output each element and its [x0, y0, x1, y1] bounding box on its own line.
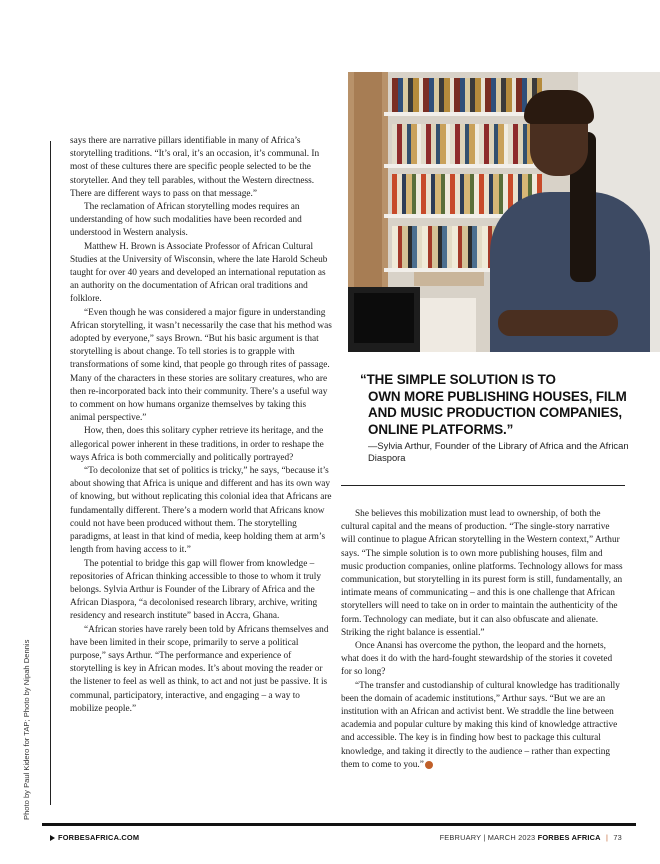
paragraph: Matthew H. Brown is Associate Professor of African Cultural Studies at the University of Wisconsin, where the late Harold Scheub taught for over 40 years and developed an international reputation as an authority on the documentation of African oral traditions and folklore.	[70, 241, 328, 305]
book-stack	[414, 272, 484, 286]
paragraph-text: “The transfer and custodianship of cultural knowledge has traditionally been the domain of academic institutions,” Arthur says. “But we are an institution with an African and activist bent. We straddle the line between academia and popular culture by making this kind of knowledge attractive and accessible. The key is in finding how best to package this cultural knowledge, and taking it directly to the audience – rather than expecting them to come to you.”	[341, 680, 620, 770]
left-text-column	[70, 135, 332, 716]
footer-brand: FORBES AFRICA	[537, 833, 601, 842]
triangle-icon	[50, 835, 55, 841]
left-column-rule	[50, 141, 51, 805]
paragraph: “Even though he was considered a major figure in understanding African storytelling, it wasn’t necessarily the case that his method was adopted by everyone,” says Brown. “But his basic argument is that storytelling is about change. To tell stories is to grapple with transformations of some kind, that people go through rites of passage. Many of the characters in these stories are solitary creatures, who are then re-incorporated back into their community. There’s a useful way to comment on how humans organize themselves by taking this animal perspective.”	[70, 307, 332, 424]
paragraph: The potential to bridge this gap will flower from knowledge – repositories of African thinking accessible to those to whom it truly belongs. Sylvia Arthur is Founder of the Library of Africa and the African Diaspora, “a decolonised research library, archive, writing residency and research institute” based in Accra, Ghana.	[70, 558, 321, 622]
paragraph: “To decolonize that set of politics is tricky,” he says, “because it’s about showing that Africa is unique and different and has its own way of knowing, but without replicating this colonial idea that Africans are fundamentally different. There’s a modern world that Africans know could not have been produced without them. The storytelling paradigms, at least in that kind of media, keep holding them at arm’s length from having access to it.”	[70, 466, 332, 556]
pull-quote-rest: OWN MORE PUBLISHING HOUSES, FILM AND MUSIC PRODUCTION COMPANIES, ONLINE PLATFORMS.”	[368, 388, 627, 437]
right-text-column	[341, 508, 623, 772]
head-wrap	[524, 90, 594, 124]
pull-quote-rule	[341, 485, 625, 486]
paragraph: says there are narrative pillars identifiable in many of Africa’s storytelling traditions. “It’s oral, it’s an occasion, it’s communal. In most of these cultures there are specific people selected to be the storyteller. And they tell parables, without the Western directness. There are different ways to pass on that message.”	[70, 136, 320, 199]
page-number: 73	[613, 833, 622, 842]
folded-arms	[498, 310, 618, 336]
footer-folio	[440, 833, 622, 842]
footer-issue: FEBRUARY | MARCH 2023	[439, 833, 536, 842]
laptop	[348, 287, 420, 352]
pull-quote-text	[360, 372, 630, 438]
portrait-photo	[348, 72, 660, 352]
footer-separator: |	[605, 833, 609, 842]
paragraph: Once Anansi has overcome the python, the leopard and the hornets, what does it do with the hard-fought stewardship of the stories it coveted for so long?	[341, 641, 613, 678]
end-mark-icon	[425, 761, 433, 769]
footer-site-label: FORBESAFRICA.COM	[58, 833, 140, 842]
paragraph: How, then, does this solitary cypher retrieve its heritage, and the allegorical power inherent in these traditions, in order to reshape the ways Africa is both commercially and politically portrayed?	[70, 426, 324, 463]
photo-credit: Photo by Paul Kidero for TAP; Photo by Nipah Dennis	[22, 639, 31, 820]
paragraph: “African stories have rarely been told by Africans themselves and have been limited in their scope, primarily to serve a political purpose,” says Arthur. “The performance and experience of storytelling is key in African modes. It’s about moving the reader or the listener to feel as well as think, to act and not just be passive. It is communal, participatory, interactive, and engaging – a way to mobilize people.”	[70, 624, 329, 714]
pull-quote-attribution: —Sylvia Arthur, Founder of the Library of Africa and the African Diaspora	[368, 440, 629, 464]
paragraph-last	[341, 680, 623, 772]
pull-quote	[360, 372, 630, 464]
paragraph: The reclamation of African storytelling modes requires an understanding of how such modalities have been recorded and understood in Western analysis.	[70, 202, 302, 239]
paragraph: She believes this mobilization must lead to ownership, of both the cultural capital and the means of production. “The single-story narrative will continue to plague African storytelling in the Western context,” Arthur says. “The simple solution is to own more publishing houses, film and music production companies, online platforms. Technology allows for mass communication, but storytelling in its purest form is still, fundamentally, an intimate means of communicating – and this is one challenge that African storytellers will need to take on in order to maintain the authenticity of the form. Technology can mediate, but it can also obfuscate and alienate. Striking the right balance is essential.”	[341, 509, 623, 638]
footer-site[interactable]	[50, 833, 139, 842]
footer-rule	[42, 823, 636, 826]
pull-quote-first-line: “THE SIMPLE SOLUTION IS TO	[360, 372, 556, 387]
paper-stack	[420, 298, 476, 352]
